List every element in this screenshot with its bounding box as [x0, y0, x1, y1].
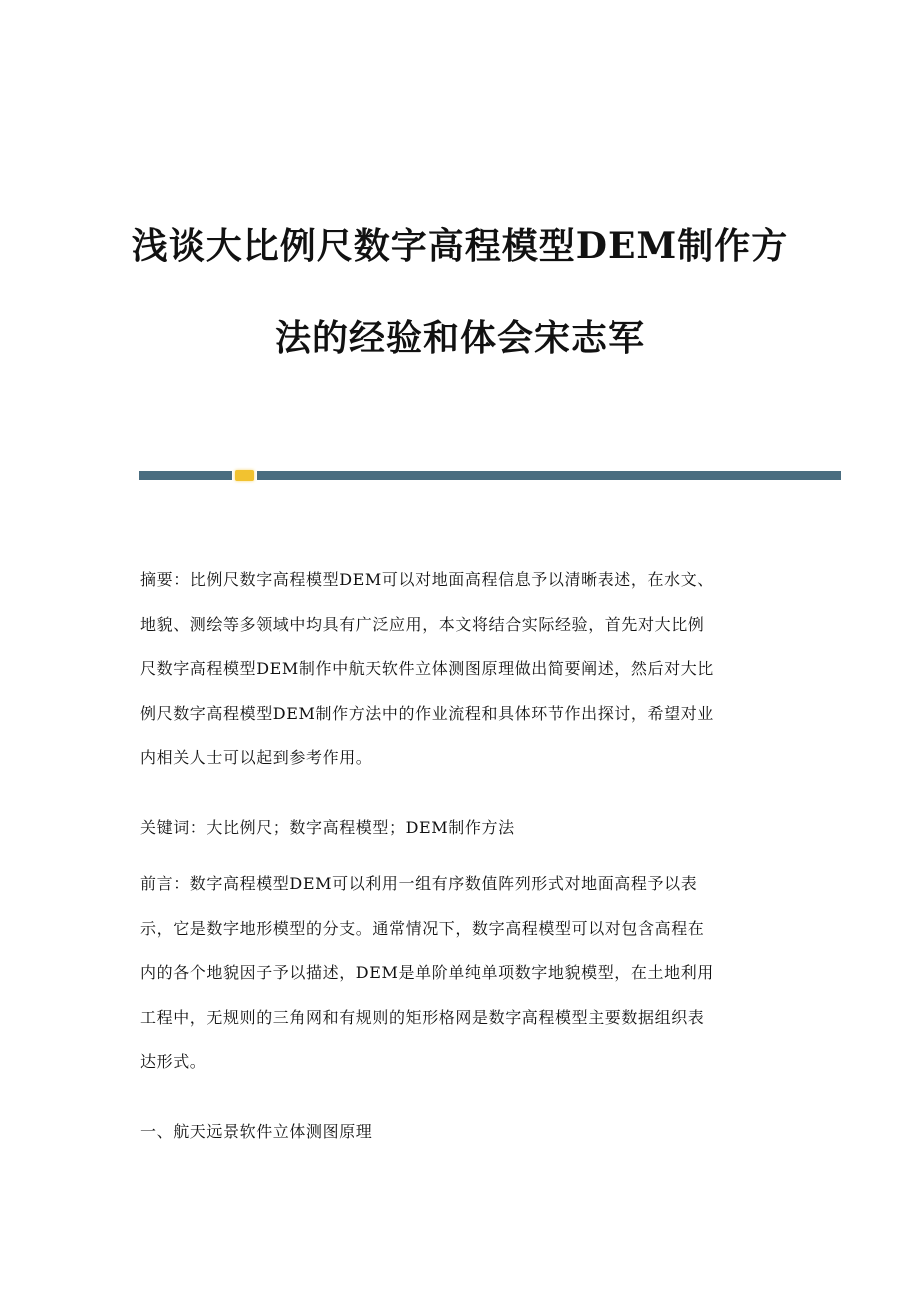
preface-line: 工程中，无规则的三角网和有规则的矩形格网是数字高程模型主要数据组织表: [140, 1007, 705, 1027]
preface-paragraph: [140, 862, 780, 1085]
abstract-paragraph: [140, 558, 780, 781]
divider-ornament-icon: [235, 470, 254, 481]
abstract-line: 内相关人士可以起到参考作用。: [140, 748, 373, 767]
title-divider-right: [257, 471, 841, 480]
document-title-line-2: 法的经验和体会宋志军: [274, 317, 645, 359]
title-divider-left: [139, 471, 232, 480]
abstract-line: 摘要：比例尺数字高程模型DEM可以对地面高程信息予以清晰表述，在水文、: [140, 570, 714, 589]
preface-line: 达形式。: [140, 1052, 207, 1071]
keywords-paragraph: [140, 806, 780, 851]
abstract-line: 地貌、测绘等多领域中均具有广泛应用，本文将结合实际经验，首先对大比例: [140, 614, 705, 634]
section-heading: [140, 1110, 780, 1155]
preface-line: 前言：数字高程模型DEM可以利用一组有序数值阵列形式对地面高程予以表: [140, 874, 698, 893]
abstract-line: 尺数字高程模型DEM制作中航天软件立体测图原理做出简要阐述，然后对大比: [140, 659, 714, 678]
keywords-line: 关键词：大比例尺；数字高程模型；DEM制作方法: [140, 818, 515, 837]
abstract-line: 例尺数字高程模型DEM制作方法中的作业流程和具体环节作出探讨，希望对业: [140, 703, 714, 723]
section-1-heading: 一、航天远景软件立体测图原理: [140, 1122, 373, 1141]
preface-line: 示，它是数字地形模型的分支。通常情况下，数字高程模型可以对包含高程在: [140, 918, 705, 938]
preface-line: 内的各个地貌因子予以描述，DEM是单阶单纯单项数字地貌模型，在土地利用: [140, 963, 714, 982]
document-title-line-1: 浅谈大比例尺数字高程模型DEM制作方: [131, 225, 789, 267]
